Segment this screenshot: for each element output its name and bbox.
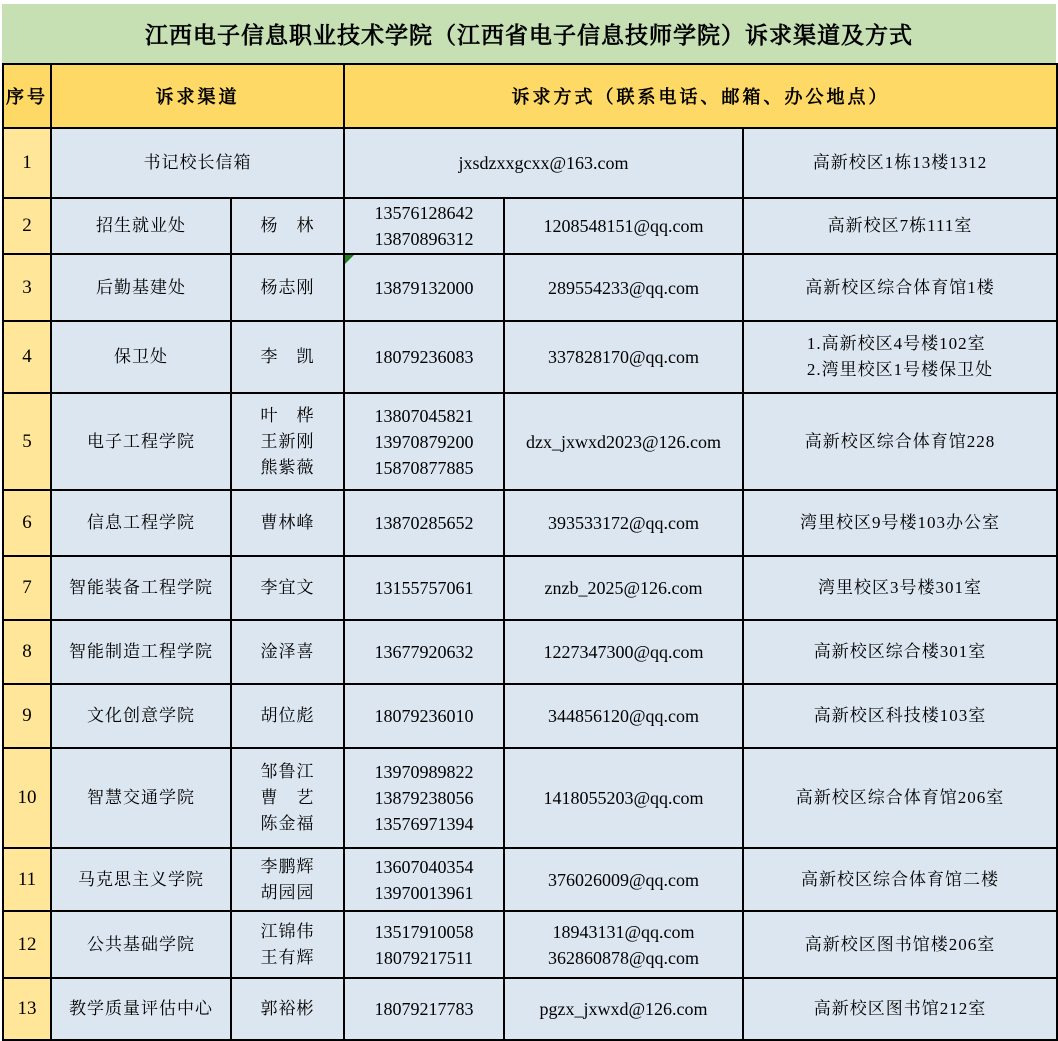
channel-cell-text [96, 275, 186, 301]
email-cell [504, 748, 743, 848]
person-name: 江锦伟 [260, 921, 315, 941]
location-cell [743, 620, 1057, 684]
email-cell-text [543, 785, 703, 811]
email-address: 1208548151@qq.com [543, 216, 704, 236]
contact-person-cell [231, 911, 344, 978]
row-number-cell-text [22, 429, 32, 455]
phone-number: 18079217511 [374, 947, 474, 968]
phone-cell-text [375, 639, 474, 665]
channel-cell-text [69, 575, 213, 601]
email-cell-text [548, 867, 699, 893]
email-cell-text [539, 996, 707, 1022]
row-number-cell-text [22, 703, 32, 729]
phone-cell [344, 620, 504, 684]
email-cell [504, 684, 743, 748]
email-address: 393533172@qq.com [547, 513, 700, 533]
email-cell [344, 128, 743, 198]
channel-cell [51, 393, 231, 490]
email-cell-text [544, 575, 702, 601]
header-row [3, 64, 1057, 128]
location-cell [743, 393, 1057, 490]
channel-cell-text [87, 429, 195, 455]
channel-cell-text [87, 785, 195, 811]
row-number-cell-text [22, 344, 32, 370]
location-line: 高新校区综合体育馆228 [804, 431, 996, 451]
phone-cell-text [375, 575, 474, 601]
location-cell-text [805, 429, 996, 455]
table-row [3, 254, 1057, 321]
channel-name: 智能制造工程学院 [69, 642, 213, 661]
phone-number: 13576971394 [374, 814, 474, 834]
channel-cell [51, 978, 231, 1040]
email-address: 1227347300@qq.com [543, 642, 704, 662]
row-number: 2 [22, 215, 32, 236]
row-number: 6 [22, 512, 32, 533]
phone-cell-text [375, 703, 474, 729]
row-number: 3 [22, 276, 32, 298]
email-cell [504, 254, 743, 321]
contact-person-cell [231, 254, 344, 321]
table-row [3, 684, 1057, 748]
green-corner-triangle-icon [345, 255, 354, 264]
phone-cell [344, 490, 504, 556]
channel-cell-text [78, 867, 204, 893]
channel-name: 公共基础学院 [87, 934, 195, 954]
row-number: 7 [22, 577, 32, 598]
phone-cell-text [375, 344, 474, 370]
row-number-cell-text [22, 213, 32, 239]
location-cell [743, 128, 1057, 198]
channel-name: 书记校长信箱 [143, 153, 252, 172]
phone-cell-text [375, 759, 474, 837]
email-cell [504, 490, 743, 556]
person-name: 王有辉 [260, 947, 315, 967]
row-number: 13 [17, 998, 37, 1019]
channel-cell [51, 620, 231, 684]
phone-cell [344, 978, 504, 1040]
phone-number: 18079236010 [374, 706, 474, 726]
phone-cell-text [375, 854, 474, 906]
phone-cell [344, 393, 504, 490]
row-number: 8 [22, 641, 32, 662]
channel-cell-text [87, 932, 195, 958]
row-number: 11 [17, 868, 37, 890]
email-cell [504, 198, 743, 254]
location-cell-text [805, 932, 996, 958]
row-number-cell [3, 393, 51, 490]
contact-person-cell [231, 321, 344, 393]
phone-number: 13576128642 [374, 203, 474, 223]
row-number-cell-text [22, 275, 32, 301]
contact-person-cell-text [261, 759, 315, 837]
channel-cell-text [69, 639, 213, 665]
email-cell-text [526, 429, 721, 455]
contact-person-cell [231, 978, 344, 1040]
phone-cell-text [375, 275, 474, 301]
row-number-cell [3, 620, 51, 684]
location-line: 高新校区综合体育馆二楼 [801, 869, 999, 889]
phone-cell-text [375, 919, 474, 971]
email-cell [504, 393, 743, 490]
contact-person-cell-text [261, 403, 315, 481]
phone-number: 13677920632 [374, 642, 474, 662]
email-address: 376026009@qq.com [547, 869, 700, 890]
person-name: 杨 林 [260, 216, 315, 235]
location-line: 高新校区综合体育馆1楼 [805, 277, 995, 297]
row-number-cell [3, 848, 51, 911]
person-name: 曹林峰 [260, 513, 315, 532]
location-cell [743, 748, 1057, 848]
email-cell [504, 321, 743, 393]
row-number-cell-text [18, 932, 37, 958]
row-number-cell-text [22, 150, 32, 176]
row-number-cell [3, 556, 51, 620]
channel-name: 智能装备工程学院 [69, 578, 213, 597]
table-row [3, 321, 1057, 393]
location-cell-text [814, 703, 987, 729]
email-address: 289554233@qq.com [547, 277, 700, 298]
phone-number: 13970989822 [374, 762, 474, 782]
email-cell-text [548, 703, 699, 729]
location-line: 高新校区图书馆212室 [813, 999, 987, 1018]
contact-person-cell [231, 848, 344, 911]
contact-person-cell [231, 393, 344, 490]
table-row [3, 128, 1057, 198]
channel-cell [51, 684, 231, 748]
person-name: 淦泽喜 [260, 642, 315, 661]
email-cell-text [548, 275, 699, 301]
channel-cell-text [96, 213, 186, 239]
row-number-cell-text [22, 575, 32, 601]
table-row [3, 556, 1057, 620]
location-cell [743, 848, 1057, 911]
location-line: 1.高新校区4号楼102室 [806, 334, 986, 353]
channel-name: 马克思主义学院 [78, 869, 204, 889]
contact-person-cell-text [261, 639, 315, 665]
column-header-channel: 诉求渠道 [51, 64, 344, 128]
phone-number: 13807045821 [374, 405, 474, 426]
location-line: 湾里校区9号楼103办公室 [800, 513, 1000, 532]
email-cell [504, 848, 743, 911]
location-cell [743, 254, 1057, 321]
row-number-cell-text [18, 867, 36, 893]
email-cell-text [548, 510, 699, 536]
email-address: 18943131@qq.com [552, 921, 695, 942]
phone-cell-text [375, 403, 474, 481]
contact-person-cell-text [261, 575, 315, 601]
phone-cell [344, 556, 504, 620]
location-cell-text [814, 996, 987, 1022]
phone-number: 13607040354 [374, 856, 474, 877]
person-name: 陈金福 [260, 814, 315, 833]
phone-cell [344, 321, 504, 393]
email-address: 344856120@qq.com [547, 706, 700, 726]
channel-cell [51, 911, 231, 978]
channel-name: 招生就业处 [96, 216, 186, 235]
location-line: 高新校区图书馆楼206室 [804, 934, 996, 954]
contact-person-cell [231, 620, 344, 684]
phone-cell [344, 911, 504, 978]
contact-person-cell-text [261, 996, 315, 1022]
location-cell [743, 198, 1057, 254]
channel-cell-text [87, 703, 195, 729]
location-line: 高新校区科技楼103室 [813, 706, 987, 725]
row-number-cell [3, 684, 51, 748]
location-cell-text [805, 275, 995, 301]
channel-name: 智慧交通学院 [87, 788, 195, 807]
phone-cell [344, 848, 504, 911]
person-name: 胡位彪 [260, 706, 315, 725]
channel-name: 保卫处 [114, 347, 168, 366]
row-number: 9 [22, 705, 32, 726]
person-name: 王新刚 [260, 431, 315, 451]
contact-person-cell-text [261, 510, 315, 536]
person-name: 李鹏辉 [260, 856, 315, 876]
person-name: 李 凯 [260, 347, 315, 366]
email-cell-text [543, 213, 703, 239]
location-line: 2.湾里校区1号楼保卫处 [806, 360, 994, 379]
location-line: 高新校区综合体育馆206室 [795, 788, 1005, 807]
location-cell [743, 490, 1057, 556]
location-cell-text [814, 639, 987, 665]
row-number: 12 [17, 933, 37, 955]
phone-cell-text [375, 510, 474, 536]
location-cell-text [800, 510, 1000, 536]
column-header-no: 序号 [3, 64, 51, 128]
table-row [3, 620, 1057, 684]
channel-cell-text [69, 996, 213, 1022]
person-name: 曹 艺 [260, 788, 315, 807]
table-row [3, 848, 1057, 911]
person-name: 熊紫薇 [260, 457, 315, 477]
location-cell [743, 684, 1057, 748]
table-row [3, 978, 1057, 1040]
person-name: 邹鲁江 [260, 762, 315, 781]
email-cell [504, 978, 743, 1040]
phone-number: 13879132000 [374, 277, 474, 298]
location-cell-text [807, 331, 993, 383]
person-name: 郭裕彬 [260, 999, 315, 1018]
phone-number: 15870877885 [374, 457, 474, 478]
phone-number: 13155757061 [374, 578, 474, 598]
row-number-cell-text [18, 996, 37, 1022]
location-cell-text [796, 785, 1005, 811]
channel-cell [51, 128, 344, 198]
location-cell-text [828, 213, 973, 239]
table-row [3, 393, 1057, 490]
phone-number: 13517910058 [374, 921, 474, 942]
channel-cell-text [114, 344, 168, 370]
phone-cell-text [375, 200, 474, 252]
email-cell-text [548, 919, 699, 971]
row-number-cell-text [18, 785, 37, 811]
page-title: 江西电子信息职业技术学院（江西省电子信息技师学院）诉求渠道及方式 [2, 4, 1056, 63]
channel-name: 后勤基建处 [96, 277, 186, 297]
phone-number: 13970013961 [374, 882, 474, 903]
phone-cell [344, 254, 504, 321]
row-number-cell [3, 254, 51, 321]
contact-person-cell [231, 198, 344, 254]
phone-cell-text [375, 996, 474, 1022]
table-row [3, 198, 1057, 254]
channel-name: 教学质量评估中心 [69, 999, 213, 1018]
phone-number: 13870285652 [374, 513, 474, 533]
location-cell [743, 978, 1057, 1040]
email-address: 337828170@qq.com [547, 347, 700, 367]
channel-cell [51, 490, 231, 556]
row-number-cell [3, 748, 51, 848]
email-cell-text [458, 150, 628, 176]
phone-number: 13870896312 [374, 229, 474, 249]
email-address: 362860878@qq.com [547, 947, 700, 968]
contact-person-cell [231, 684, 344, 748]
row-number: 4 [22, 346, 32, 367]
location-line: 高新校区综合楼301室 [813, 642, 987, 661]
location-cell [743, 321, 1057, 393]
location-line: 高新校区7栋111室 [827, 216, 973, 235]
phone-cell [344, 748, 504, 848]
location-cell-text [813, 150, 988, 176]
contact-person-cell-text [261, 703, 315, 729]
contact-person-cell [231, 490, 344, 556]
row-number-cell [3, 198, 51, 254]
person-name: 胡园园 [260, 882, 315, 902]
person-name: 叶 桦 [260, 405, 315, 425]
column-header-method: 诉求方式（联系电话、邮箱、办公地点） [344, 64, 1057, 128]
phone-number: 13879238056 [374, 788, 474, 808]
complaint-table [2, 63, 1058, 1041]
row-number: 1 [22, 152, 32, 173]
email-cell-text [543, 639, 703, 665]
location-cell-text [818, 575, 982, 601]
row-number-cell [3, 128, 51, 198]
contact-person-cell-text [261, 919, 315, 971]
email-address: jxsdzxxgcxx@163.com [458, 153, 629, 173]
phone-number: 13970879200 [374, 431, 474, 452]
location-cell [743, 556, 1057, 620]
email-address: 1418055203@qq.com [543, 788, 704, 808]
row-number-cell-text [22, 639, 32, 665]
contact-person-cell-text [261, 213, 315, 239]
channel-cell [51, 321, 231, 393]
contact-person-cell [231, 556, 344, 620]
row-number: 10 [17, 787, 37, 808]
email-address: dzx_jxwxd2023@126.com [525, 431, 722, 452]
row-number-cell [3, 490, 51, 556]
contact-person-cell-text [261, 344, 315, 370]
location-line: 湾里校区3号楼301室 [818, 578, 982, 597]
email-cell [504, 911, 743, 978]
row-number-cell-text [22, 510, 32, 536]
complaint-table-sheet [2, 4, 1056, 1041]
channel-cell-text [87, 510, 195, 536]
email-cell-text [548, 344, 699, 370]
channel-cell [51, 254, 231, 321]
email-address: znzb_2025@126.com [544, 578, 703, 598]
channel-cell [51, 848, 231, 911]
channel-cell [51, 748, 231, 848]
location-cell [743, 911, 1057, 978]
channel-cell-text [144, 150, 252, 176]
location-line: 高新校区1栋13楼1312 [812, 153, 988, 172]
contact-person-cell-text [261, 275, 315, 301]
table-row [3, 748, 1057, 848]
phone-number: 18079236083 [374, 347, 474, 367]
channel-name: 电子工程学院 [87, 431, 195, 451]
table-row [3, 911, 1057, 978]
contact-person-cell [231, 748, 344, 848]
phone-number: 18079217783 [374, 999, 474, 1019]
email-cell [504, 556, 743, 620]
row-number-cell [3, 978, 51, 1040]
phone-cell [344, 198, 504, 254]
phone-cell [344, 684, 504, 748]
channel-cell [51, 198, 231, 254]
channel-cell [51, 556, 231, 620]
table-row [3, 490, 1057, 556]
channel-name: 信息工程学院 [87, 513, 195, 532]
row-number-cell [3, 911, 51, 978]
channel-name: 文化创意学院 [87, 706, 195, 725]
row-number-cell [3, 321, 51, 393]
contact-person-cell-text [261, 854, 315, 906]
person-name: 杨志刚 [260, 277, 315, 297]
location-cell-text [801, 867, 999, 893]
row-number: 5 [22, 430, 32, 452]
email-address: pgzx_jxwxd@126.com [539, 999, 708, 1019]
email-cell [504, 620, 743, 684]
person-name: 李宜文 [260, 578, 315, 597]
